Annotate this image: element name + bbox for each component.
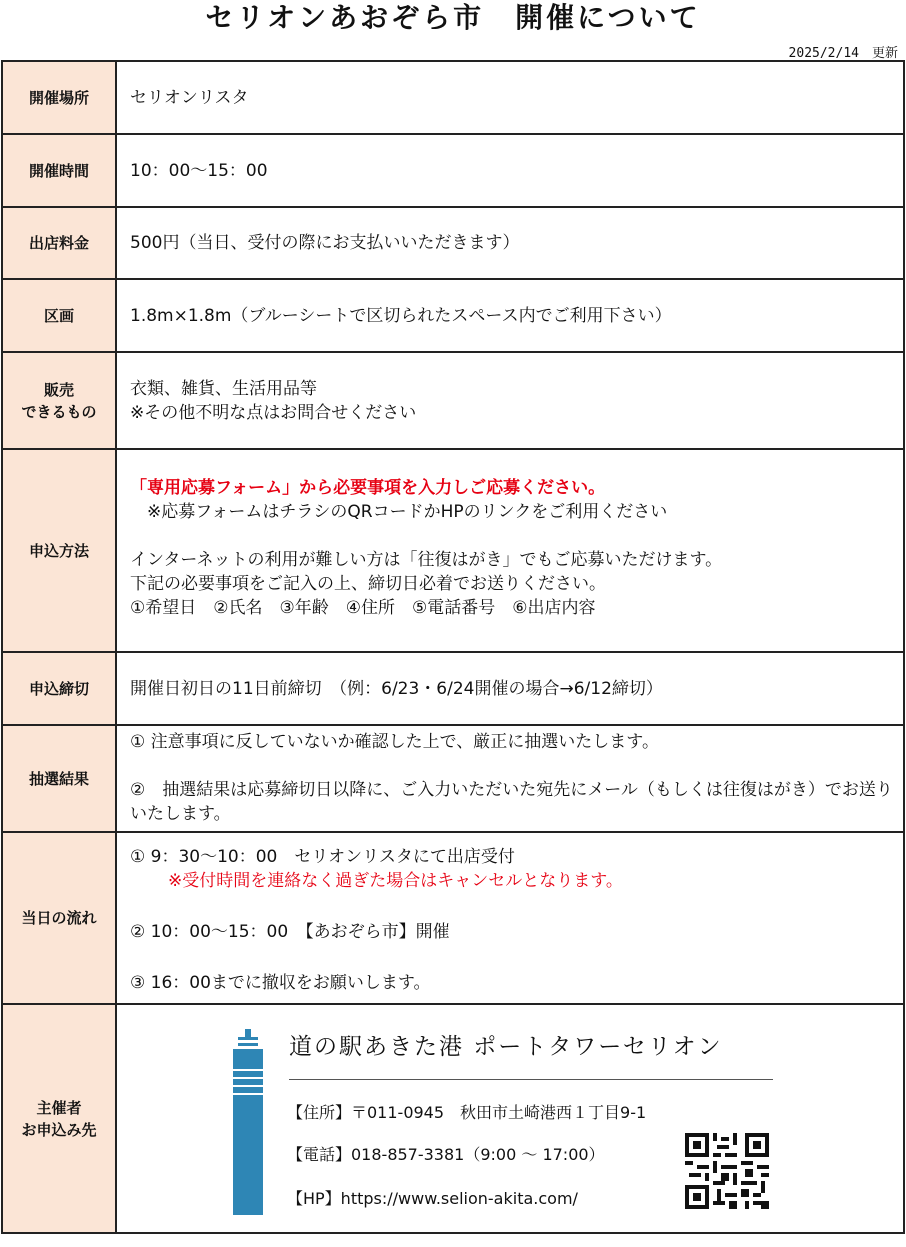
- label-time: 開催時間: [3, 135, 117, 206]
- label-fee: 出店料金: [3, 208, 117, 278]
- organizer-phone: 【電話】018-857-3381（9:00 ～ 17:00）: [287, 1145, 605, 1164]
- divider: [289, 1079, 773, 1080]
- organizer-name: 道の駅あきた港 ポートタワーセリオン: [289, 1034, 723, 1060]
- tower-logo-icon: [233, 1029, 263, 1215]
- organizer-hp-link[interactable]: 【HP】https://www.selion-akita.com/: [287, 1189, 578, 1208]
- row-deadline: [3, 653, 903, 726]
- items-line-1: 衣類、雑貨、生活用品等: [130, 378, 317, 399]
- flow-line-1: ① 9：30～10：00 セリオンリスタにて出店受付: [130, 847, 515, 867]
- info-table: [1, 60, 905, 1234]
- updated-date: 2025/2/14 更新: [788, 46, 898, 61]
- flow-line-4: ③ 16：00までに撤収をお願いします。: [130, 973, 431, 993]
- lottery-line-2: ② 抽選結果は応募締切日以降に、ご入力いただいた宛先にメール（もしくは往復はがき）でお送りいたします。: [130, 780, 893, 824]
- row-section: [3, 280, 903, 353]
- organizer-address: 【住所】〒011-0945 秋田市土崎港西１丁目9-1: [287, 1103, 647, 1122]
- value-deadline: 開催日初日の11日前締切 （例：6/23・6/24開催の場合→6/12締切）: [130, 678, 663, 699]
- row-items: [3, 353, 903, 450]
- value-venue: セリオンリスタ: [130, 87, 249, 108]
- qr-code-icon[interactable]: [685, 1133, 769, 1209]
- value-time: 10：00～15：00: [130, 160, 268, 181]
- label-items: 販売 できるもの: [3, 353, 117, 448]
- page-title: セリオンあおぞら市 開催について: [205, 1, 701, 34]
- label-apply: 申込方法: [3, 450, 117, 651]
- items-line-2: ※その他不明な点はお問合せください: [130, 402, 417, 423]
- label-organizer: 主催者 お申込み先: [3, 1005, 117, 1232]
- row-organizer: [3, 1005, 903, 1232]
- label-lottery: 抽選結果: [3, 726, 117, 831]
- value-fee: 500円（当日、受付の際にお支払いいただきます）: [130, 233, 520, 253]
- flow-line-3: ② 10：00～15：00 【あおぞら市】開催: [130, 922, 450, 942]
- lottery-line-1: ① 注意事項に反していないか確認した上で、厳正に抽選いたします。: [130, 732, 659, 752]
- apply-line-1: 「専用応募フォーム」から必要事項を入力しご応募ください。: [130, 478, 606, 498]
- apply-line-5: ①希望日 ②氏名 ③年齢 ④住所 ⑤電話番号 ⑥出店内容: [130, 598, 596, 618]
- value-section: 1.8m×1.8m（ブルーシートで区切られたスペース内でご利用下さい）: [130, 305, 672, 326]
- row-time: [3, 135, 903, 208]
- row-lottery: [3, 726, 903, 833]
- label-flow: 当日の流れ: [3, 833, 117, 1003]
- label-section: 区画: [3, 280, 117, 351]
- apply-line-4: 下記の必要事項をご記入の上、締切日必着でお送りください。: [130, 574, 606, 594]
- apply-line-3: インターネットの利用が難しい方は「往復はがき」でもご応募いただけます。: [130, 550, 723, 570]
- row-fee: [3, 208, 903, 280]
- row-venue: [3, 62, 903, 135]
- flow-line-2: ※受付時間を連絡なく過ぎた場合はキャンセルとなります。: [168, 871, 623, 891]
- label-venue: 開催場所: [3, 62, 117, 133]
- row-apply: [3, 450, 903, 653]
- label-deadline: 申込締切: [3, 653, 117, 724]
- apply-line-2: ※応募フォームはチラシのQRコードかHPのリンクをご利用ください: [130, 502, 668, 522]
- row-flow: [3, 833, 903, 1005]
